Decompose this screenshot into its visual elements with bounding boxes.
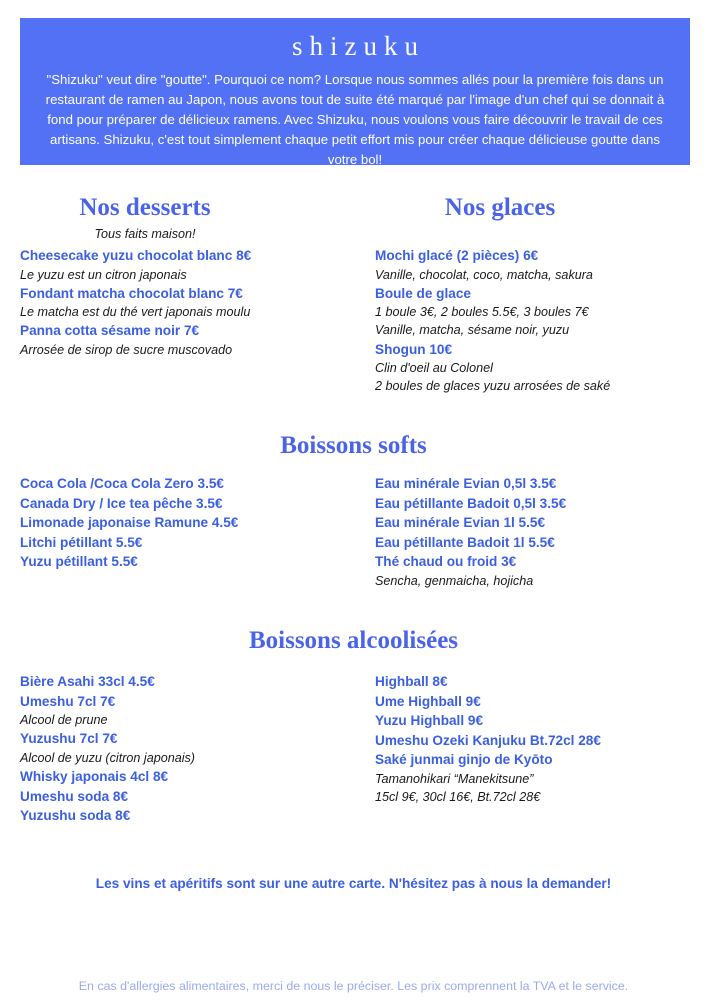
menu-item-description: 1 boule 3€, 2 boules 5.5€, 3 boules 7€ (375, 305, 589, 320)
menu-item (375, 552, 695, 590)
section-header-desserts (20, 194, 270, 242)
restaurant-name: shizuku (292, 31, 425, 61)
allergy-and-tax-note: En cas d'allergies alimentaires, merci de nous le préciser. Les prix comprennent la TVA et le service. (78, 979, 629, 993)
menu-item-description: 15cl 9€, 30cl 16€, Bt.72cl 28€ (375, 789, 541, 804)
menu-list-glaces (375, 246, 695, 395)
menu-item (375, 284, 695, 340)
menu-item (375, 494, 695, 514)
menu-list-boissons-alcoolisees-left (20, 672, 360, 826)
menu-item-description: Tamanohikari “Manekitsune” (375, 771, 534, 786)
menu-item (375, 672, 695, 692)
menu-item (20, 474, 360, 494)
section-title-boissons-softs: Boissons softs (280, 432, 427, 459)
menu-item-name: Ume Highball 9€ (375, 693, 481, 709)
restaurant-header-banner (20, 18, 690, 165)
menu-item-name: Litchi pétillant 5.5€ (20, 534, 143, 550)
section-title-glaces: Nos glaces (444, 194, 556, 221)
menu-item-name: Eau minérale Evian 0,5l 3.5€ (375, 476, 557, 491)
menu-item-description: Alcool de yuzu (citron japonais) (20, 750, 196, 765)
menu-item (20, 321, 350, 359)
menu-item-name: Boule de glace (375, 285, 471, 301)
section-header-boissons-alcoolisees (0, 627, 707, 655)
menu-item-name: Highball 8€ (375, 674, 448, 689)
menu-item (375, 246, 695, 284)
menu-item (375, 340, 695, 396)
menu-list-desserts (20, 246, 350, 359)
menu-item-name: Thé chaud ou froid 3€ (375, 554, 517, 570)
menu-item-name: Mochi glacé (2 pièces) 6€ (375, 248, 539, 263)
menu-item (20, 246, 350, 284)
menu-item (20, 284, 350, 322)
menu-list-boissons-softs-left (20, 474, 360, 572)
restaurant-description: "Shizuku" veut dire "goutte". Pourquoi ce nom? Lorsque nous sommes allés pour la première fois dans un restaurant de ramen au Japon, nous avons tout de suite été marqué par l'image d'un chef qui se donnait à fond pour préparer de délicieux ramens. Avec Shizuku, nous voulons vous faire découvrir le travail de ces artisans. Shizuku, c'est tout simplement chaque petit effort mis pour créer chaque délicieuse goutte dans votre bol! (45, 71, 665, 167)
menu-item (375, 750, 695, 806)
menu-item (375, 513, 695, 533)
wine-list-note: Les vins et apéritifs sont sur une autre carte. N'hésitez pas à nous la demander! (95, 876, 612, 891)
menu-item-description: Clin d'oeil au Colonel (375, 361, 493, 376)
menu-item-description: Alcool de prune (20, 713, 108, 728)
menu-item (375, 731, 695, 751)
menu-item-name: Whisky japonais 4cl 8€ (20, 768, 169, 784)
menu-item-name: Shogun 10€ (375, 341, 453, 357)
menu-item (20, 552, 360, 572)
menu-item (20, 729, 360, 767)
menu-item (20, 806, 360, 826)
menu-item-name: Umeshu Ozeki Kanjuku Bt.72cl 28€ (375, 732, 601, 748)
menu-item-description: Vanille, matcha, sésame noir, yuzu (375, 323, 570, 338)
section-subtitle-desserts: Tous faits maison! (94, 226, 196, 241)
menu-item-name: Umeshu soda 8€ (20, 788, 129, 804)
menu-item (20, 513, 360, 533)
menu-item-description: Le yuzu est un citron japonais (20, 267, 187, 282)
menu-item-description: Le matcha est du thé vert japonais moulu (20, 305, 251, 320)
menu-item (375, 711, 695, 731)
menu-item-name: Limonade japonaise Ramune 4.5€ (20, 515, 239, 531)
menu-list-boissons-alcoolisees-right (375, 672, 695, 806)
menu-item-name: Yuzushu 7cl 7€ (20, 731, 118, 747)
menu-item-name: Cheesecake yuzu chocolat blanc 8€ (20, 248, 252, 263)
menu-item-description: 2 boules de glaces yuzu arrosées de saké (375, 379, 611, 394)
menu-item (20, 672, 360, 692)
menu-item (20, 767, 360, 787)
menu-item (375, 474, 695, 494)
section-title-boissons-alcoolisees: Boissons alcoolisées (248, 627, 459, 654)
menu-item-name: Yuzushu soda 8€ (20, 808, 131, 824)
menu-item-name: Eau pétillante Badoit 1l 5.5€ (375, 534, 555, 550)
menu-item-name: Umeshu 7cl 7€ (20, 693, 116, 709)
menu-item (20, 494, 360, 514)
menu-item (375, 533, 695, 553)
menu-item-name: Eau pétillante Badoit 0,5l 3.5€ (375, 495, 567, 511)
menu-item-name: Panna cotta sésame noir 7€ (20, 323, 200, 339)
menu-item-name: Yuzu pétillant 5.5€ (20, 554, 138, 570)
menu-item (375, 692, 695, 712)
menu-item-description: Sencha, genmaicha, hojicha (375, 573, 534, 588)
menu-list-boissons-softs-right (375, 474, 695, 590)
menu-item-description: Arrosée de sirop de sucre muscovado (20, 342, 233, 357)
menu-item-name: Yuzu Highball 9€ (375, 713, 484, 729)
menu-item-name: Saké junmai ginjo de Kyōto (375, 752, 553, 768)
menu-item (20, 533, 360, 553)
menu-item (20, 787, 360, 807)
menu-item-name: Fondant matcha chocolat blanc 7€ (20, 285, 243, 301)
section-header-boissons-softs (0, 432, 707, 460)
section-header-glaces (375, 194, 625, 222)
menu-item-name: Bière Asahi 33cl 4.5€ (20, 674, 155, 689)
menu-item-name: Eau minérale Evian 1l 5.5€ (375, 515, 546, 531)
menu-item-name: Canada Dry / Ice tea pêche 3.5€ (20, 495, 223, 511)
menu-item-name: Coca Cola /Coca Cola Zero 3.5€ (20, 476, 224, 491)
section-title-desserts: Nos desserts (79, 194, 211, 221)
menu-item-description: Vanille, chocolat, coco, matcha, sakura (375, 267, 593, 282)
menu-item (20, 692, 360, 730)
